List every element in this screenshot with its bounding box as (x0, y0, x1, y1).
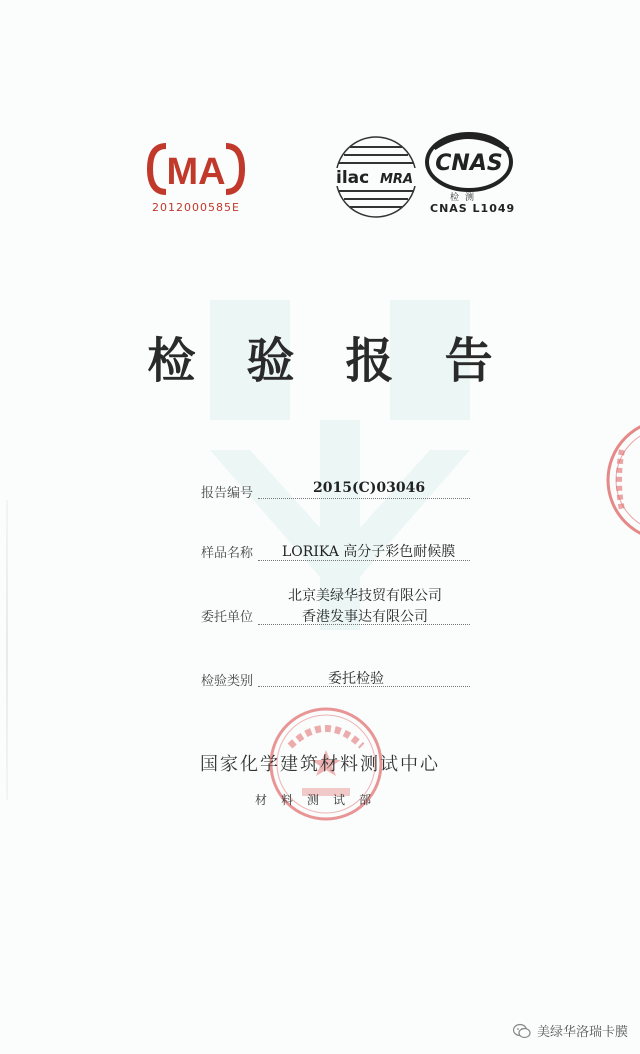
cma-number: 2012000585E (152, 201, 240, 214)
category-label: 检验类别 (201, 674, 254, 689)
cnas-subtext: 检测 (450, 193, 481, 203)
title-char: 验 (246, 333, 295, 389)
category-line (258, 686, 470, 687)
sample-name-line (258, 560, 470, 561)
organization-name: 国家化学建筑材料测试中心 (200, 754, 440, 775)
report-number-line (258, 498, 470, 499)
scan-edge (6, 500, 8, 800)
cma-logo (146, 140, 246, 198)
wechat-watermark (513, 1021, 628, 1040)
client-line (258, 624, 470, 625)
wechat-icon (513, 1023, 531, 1039)
category-value: 委托检验 (328, 671, 384, 687)
title-char: 告 (444, 333, 493, 389)
svg-text:MRA: MRA (380, 172, 414, 187)
wechat-account-name: 美绿华洛瑞卡膜 (536, 1025, 628, 1040)
report-number-label: 报告编号 (201, 486, 254, 501)
client-name-1: 北京美绿华技贸有限公司 (288, 588, 442, 604)
title-char: 报 (345, 333, 394, 389)
svg-text:ilac: ilac (336, 168, 370, 188)
sample-name-label: 样品名称 (201, 546, 254, 561)
department-name: 材料测试部 (254, 793, 385, 807)
title-char: 检 (147, 333, 196, 389)
ilac-mra-logo (330, 133, 422, 221)
seal-stamp-partial (598, 410, 640, 550)
svg-text:MA: MA (166, 151, 226, 193)
report-title (0, 322, 640, 391)
report-number-value: 2015(C)03046 (313, 480, 426, 496)
svg-text:CNAS: CNAS (435, 151, 503, 176)
client-name-2: 香港发事达有限公司 (302, 609, 428, 625)
client-label: 委托单位 (201, 610, 254, 625)
cnas-code: CNAS L1049 (430, 202, 516, 215)
sample-name-value: LORIKA 高分子彩色耐候膜 (282, 544, 456, 560)
